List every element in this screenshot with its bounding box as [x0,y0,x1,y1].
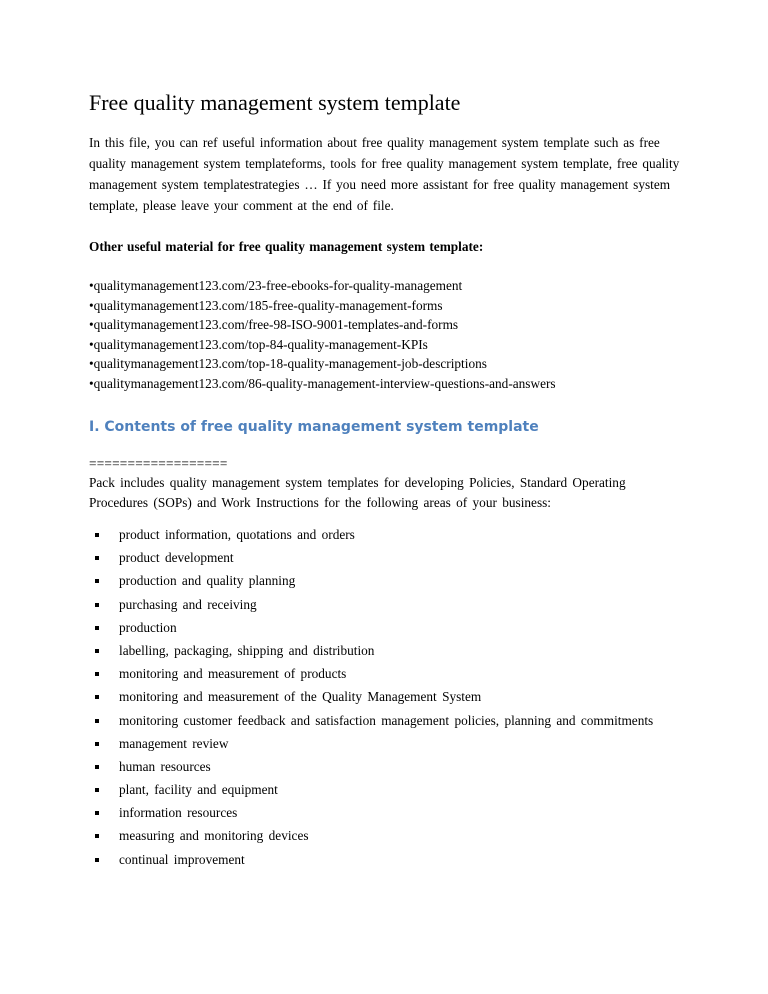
document-title: Free quality management system template [89,90,461,115]
other-materials-heading: Other useful material for free quality management system template: [89,239,484,254]
list-item [89,712,659,730]
square-bullet-icon [95,579,99,583]
intro-paragraph: In this file, you can ref useful information about free quality management system template such as free quality management system templateforms, tools for free quality management system template, free quality management system templatestrategies … If you need more assistant for free quality management system template, please leave your comment at the end of file. [89,135,680,213]
square-bullet-icon [95,719,99,723]
list-item [89,735,659,753]
square-bullet-icon [95,695,99,699]
square-bullet-icon [95,765,99,769]
square-bullet-icon [95,788,99,792]
square-bullet-icon [95,603,99,607]
square-bullet-icon [95,858,99,862]
list-item [89,572,659,590]
list-item-label: product information, quotations and orders [119,527,355,542]
list-item [89,688,659,706]
square-bullet-icon [95,672,99,676]
list-item-label: continual improvement [119,851,245,867]
list-item [89,665,659,683]
square-bullet-icon [95,834,99,838]
list-item [89,827,659,845]
list-item [89,851,659,869]
list-item-label: measuring and monitoring devices [119,828,309,844]
pack-description: Pack includes quality management system templates for developing Policies, Standard Operating Procedures (SOPs) and Work Instructions for the following areas of your business: [89,475,626,510]
document-page [89,88,689,874]
square-bullet-icon [95,649,99,653]
resource-link[interactable]: • qualitymanagement123.com/86-quality-management-interview-questions-and-answers [89,374,689,394]
list-item [89,526,659,544]
square-bullet-icon [95,626,99,630]
list-item-label: management review [119,735,229,751]
resource-link[interactable]: • qualitymanagement123.com/top-84-quality-management-KPIs [89,335,689,355]
resource-link[interactable]: • qualitymanagement123.com/free-98-ISO-9001-templates-and-forms [89,315,689,335]
business-areas-list [89,526,689,869]
section-heading-contents: I. Contents of free quality management system template [89,419,539,435]
list-item-label: labelling, packaging, shipping and distribution [119,642,375,658]
resource-link[interactable]: • qualitymanagement123.com/185-free-quality-management-forms [89,296,689,316]
separator-line: ================== [89,456,228,471]
list-item-label: product development [119,550,234,566]
resource-link[interactable]: • qualitymanagement123.com/23-free-ebooks-for-quality-management [89,276,689,296]
list-item [89,619,659,637]
list-item-label: production and quality planning [119,573,296,589]
list-item-label: plant, facility and equipment [119,782,278,798]
list-item-label: information resources [119,805,238,821]
list-item-label: production [119,619,177,635]
list-item [89,804,659,822]
square-bullet-icon [95,533,99,537]
list-item-label: monitoring customer feedback and satisfaction management policies, planning and commitments [119,712,654,728]
list-item-label: human resources [119,758,211,774]
list-item [89,549,659,567]
square-bullet-icon [95,742,99,746]
list-item [89,781,659,799]
square-bullet-icon [95,556,99,560]
list-item [89,596,659,614]
resource-link[interactable]: • qualitymanagement123.com/top-18-quality-management-job-descriptions [89,354,689,374]
list-item-label: purchasing and receiving [119,596,257,612]
square-bullet-icon [95,811,99,815]
resource-link-list [89,276,689,393]
list-item-label: monitoring and measurement of products [119,666,347,682]
list-item-label: monitoring and measurement of the Quality Management System [119,689,482,705]
list-item [89,642,659,660]
list-item [89,758,659,776]
